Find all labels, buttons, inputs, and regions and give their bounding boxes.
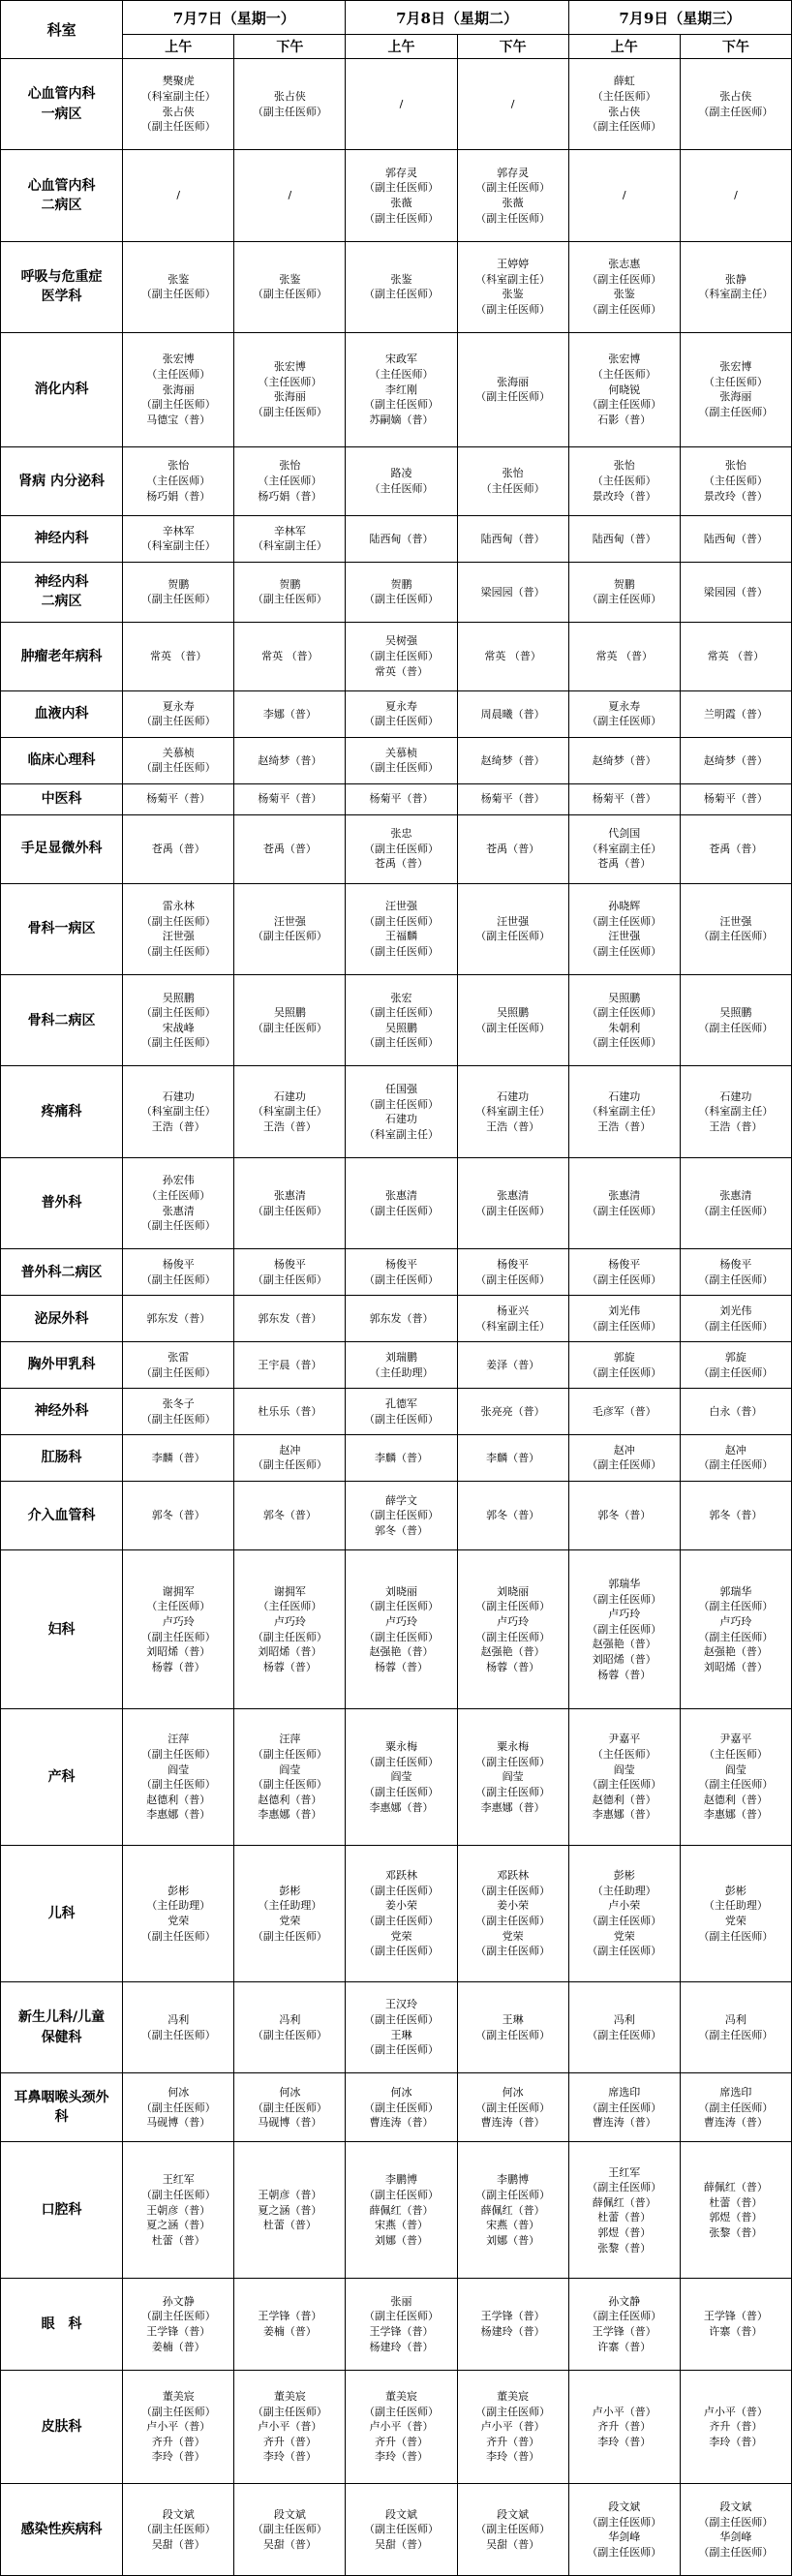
table-row	[1, 241, 792, 332]
department-name: 介入血管科	[1, 1481, 123, 1549]
duty-cell: 贺鹏 （副主任医师）	[568, 562, 680, 622]
duty-cell: 夏永寿 （副主任医师）	[346, 690, 457, 737]
table-row	[1, 515, 792, 562]
table-row	[1, 690, 792, 737]
duty-cell: 吴树强 （副主任医师） 常英（普）	[346, 622, 457, 690]
duty-cell: 李麟（普）	[346, 1435, 457, 1482]
duty-cell: 苍禹（普）	[457, 814, 568, 883]
duty-cell: 张冬子 （副主任医师）	[123, 1389, 234, 1435]
department-name: 眼 科	[1, 2279, 123, 2370]
duty-cell: 冯利 （副主任医师）	[234, 1981, 346, 2072]
table-row	[1, 1296, 792, 1342]
duty-cell: 刘晓丽 （副主任医师） 卢巧玲 （副主任医师） 赵强艳（普） 杨蓉（普）	[346, 1550, 457, 1709]
duty-cell: 王学锋（普） 许寨（普）	[680, 2279, 791, 2370]
duty-cell: 董美宸 （副主任医师） 卢小平（普） 齐升（普） 李玲（普）	[234, 2370, 346, 2484]
duty-cell: 梁园园（普）	[680, 562, 791, 622]
duty-cell: 张宏博 （主任医师） 张海丽 （副主任医师） 马德宝（普）	[123, 333, 234, 447]
duty-cell: 粟永梅 （副主任医师） 阎莹 （副主任医师） 李惠娜（普）	[346, 1709, 457, 1846]
department-name: 新生儿科/儿童 保健科	[1, 1981, 123, 2072]
duty-cell: 石建功 （科室副主任） 王浩（普）	[568, 1066, 680, 1157]
duty-cell: 卢小平（普） 齐升（普） 李玲（普）	[680, 2370, 791, 2484]
duty-cell: 贺鹏 （副主任医师）	[234, 562, 346, 622]
duty-cell: 关慕桢 （副主任医师）	[123, 737, 234, 783]
duty-cell: 辛林军 （科室副主任）	[234, 515, 346, 562]
duty-cell: 冯利 （副主任医师）	[568, 1981, 680, 2072]
duty-cell: 姜泽（普）	[457, 1342, 568, 1389]
duty-cell: 张鉴 （副主任医师）	[234, 241, 346, 332]
table-row	[1, 883, 792, 974]
duty-cell: 段文斌 （副主任医师） 华剑峰 （副主任医师）	[568, 2484, 680, 2576]
duty-cell: 石建功 （科室副主任） 王浩（普）	[234, 1066, 346, 1157]
duty-cell: 赵绮梦（普）	[568, 737, 680, 783]
duty-cell: 赵绮梦（普）	[680, 737, 791, 783]
duty-cell: 苍禹（普）	[234, 814, 346, 883]
duty-cell: 宋政军 （主任医师） 李红刚 （副主任医师） 苏嗣嫡（普）	[346, 333, 457, 447]
duty-cell: 薛佩红（普） 杜蕾（普） 郭煜（普） 张黎（普）	[680, 2142, 791, 2279]
department-name: 普外科	[1, 1157, 123, 1248]
duty-cell: 刘光伟 （副主任医师）	[568, 1296, 680, 1342]
duty-cell: 常英 （普）	[234, 622, 346, 690]
table-row	[1, 1846, 792, 1982]
department-name: 普外科二病区	[1, 1249, 123, 1296]
table-row	[1, 2370, 792, 2484]
duty-cell: 杨菊平（普）	[457, 783, 568, 814]
duty-cell: 郭东发（普）	[234, 1296, 346, 1342]
duty-cell: 张怡 （主任医师） 景改玲（普）	[568, 446, 680, 515]
duty-cell: 辛林军 （科室副主任）	[123, 515, 234, 562]
duty-cell: 彭彬 （主任助理） 党荣 （副主任医师）	[123, 1846, 234, 1982]
duty-cell: 段文斌 （副主任医师） 华剑峰 （副主任医师）	[680, 2484, 791, 2576]
duty-cell: 苍禹（普）	[680, 814, 791, 883]
department-name: 胸外甲乳科	[1, 1342, 123, 1389]
duty-cell: 彭彬 （主任助理） 卢小荣 （副主任医师） 党荣 （副主任医师）	[568, 1846, 680, 1982]
duty-cell: 邓跃林 （副主任医师） 姜小荣 （副主任医师） 党荣 （副主任医师）	[457, 1846, 568, 1982]
duty-cell: 李麟（普）	[123, 1435, 234, 1482]
duty-cell: 杨菊平（普）	[346, 783, 457, 814]
duty-cell: 张忠 （副主任医师） 苍禹（普）	[346, 814, 457, 883]
department-name: 泌尿外科	[1, 1296, 123, 1342]
table-row	[1, 1066, 792, 1157]
duty-cell: 路凌 （主任医师）	[346, 446, 457, 515]
table-row	[1, 622, 792, 690]
duty-cell: 杨亚兴 （科室副主任）	[457, 1296, 568, 1342]
department-name: 妇科	[1, 1550, 123, 1709]
dept-header: 科室	[1, 1, 123, 59]
duty-cell: 段文斌 （副主任医师） 吴甜（普）	[234, 2484, 346, 2576]
duty-cell: 张宏博 （主任医师） 何晓锐 （副主任医师） 石影（普）	[568, 333, 680, 447]
duty-cell: 刘晓丽 （副主任医师） 卢巧玲 （副主任医师） 赵强艳（普） 杨蓉（普）	[457, 1550, 568, 1709]
duty-cell: 王红军 （副主任医师） 薛佩红（普） 杜蕾（普） 郭煜（普） 张黎（普）	[568, 2142, 680, 2279]
department-name: 神经外科	[1, 1389, 123, 1435]
duty-cell: 代剑国 （科室副主任） 苍禹（普）	[568, 814, 680, 883]
duty-cell: 孙文静 （副主任医师） 王学锋（普） 许寨（普）	[568, 2279, 680, 2370]
duty-cell: 赵绮梦（普）	[234, 737, 346, 783]
duty-cell: 夏永寿 （副主任医师）	[123, 690, 234, 737]
duty-cell: /	[568, 150, 680, 241]
department-name: 神经内科	[1, 515, 123, 562]
department-name: 疼痛科	[1, 1066, 123, 1157]
duty-cell: 张怡 （主任医师）	[457, 446, 568, 515]
day-header-3: 7月9日（星期三）	[568, 1, 791, 35]
duty-cell: 郭冬（普）	[123, 1481, 234, 1549]
duty-cell: 郭东发（普）	[346, 1296, 457, 1342]
department-name: 肛肠科	[1, 1435, 123, 1482]
duty-cell: 粟永梅 （副主任医师） 阎莹 （副主任医师） 李惠娜（普）	[457, 1709, 568, 1846]
duty-cell: 刘瑞鹏 （主任助理）	[346, 1342, 457, 1389]
duty-cell: 毛彦军（普）	[568, 1389, 680, 1435]
roster-body	[1, 59, 792, 2576]
table-row	[1, 2073, 792, 2142]
duty-cell: 张海丽 （副主任医师）	[457, 333, 568, 447]
am-header: 上午	[123, 35, 234, 59]
duty-cell: 汪世强 （副主任医师） 王福麟 （副主任医师）	[346, 883, 457, 974]
department-name: 感染性疾病科	[1, 2484, 123, 2576]
duty-cell: 樊聚虎 （科室副主任） 张占侠 （副主任医师）	[123, 59, 234, 150]
duty-cell: 王汉玲 （副主任医师） 王琳 （副主任医师）	[346, 1981, 457, 2072]
day-header-1: 7月7日（星期一）	[123, 1, 346, 35]
duty-cell: 赵冲 （副主任医师）	[568, 1435, 680, 1482]
duty-cell: 陆西甸（普）	[680, 515, 791, 562]
duty-cell: 汪世强 （副主任医师）	[234, 883, 346, 974]
duty-cell: /	[346, 59, 457, 150]
duty-cell: 关慕桢 （副主任医师）	[346, 737, 457, 783]
duty-cell: 薛虹 （主任医师） 张占侠 （副主任医师）	[568, 59, 680, 150]
duty-cell: 张亮亮（普）	[457, 1389, 568, 1435]
duty-cell: 谢拥军 （主任医师） 卢巧玲 （副主任医师） 刘昭烯（普） 杨蓉（普）	[234, 1550, 346, 1709]
am-header: 上午	[568, 35, 680, 59]
duty-cell: 冯利 （副主任医师）	[123, 1981, 234, 2072]
duty-cell: 薛学文 （副主任医师） 郭冬（普）	[346, 1481, 457, 1549]
duty-cell: 席选印 （副主任医师） 曹连涛（普）	[568, 2073, 680, 2142]
duty-cell: 石建功 （科室副主任） 王浩（普）	[457, 1066, 568, 1157]
table-row	[1, 1435, 792, 1482]
duty-cell: 彭彬 （主任助理） 党荣 （副主任医师）	[680, 1846, 791, 1982]
duty-cell: 董美宸 （副主任医师） 卢小平（普） 齐升（普） 李玲（普）	[457, 2370, 568, 2484]
duty-cell: 张志惠 （副主任医师） 张鉴 （副主任医师）	[568, 241, 680, 332]
duty-cell: 苍禹（普）	[123, 814, 234, 883]
duty-cell: 张宏博 （主任医师） 张海丽 （副主任医师）	[234, 333, 346, 447]
duty-cell: 石建功 （科室副主任） 王浩（普）	[680, 1066, 791, 1157]
duty-cell: 张惠清 （副主任医师）	[680, 1157, 791, 1248]
department-name: 血液内科	[1, 690, 123, 737]
duty-cell: /	[680, 150, 791, 241]
department-name: 心血管内科 二病区	[1, 150, 123, 241]
duty-cell: 郭存灵 （副主任医师） 张薇 （副主任医师）	[457, 150, 568, 241]
duty-cell: 郭旋 （副主任医师）	[680, 1342, 791, 1389]
duty-cell: 张丽 （副主任医师） 王学锋（普） 杨建玲（普）	[346, 2279, 457, 2370]
pm-header: 下午	[680, 35, 791, 59]
department-name: 口腔科	[1, 2142, 123, 2279]
duty-cell: 梁园园（普）	[457, 562, 568, 622]
pm-header: 下午	[234, 35, 346, 59]
am-header: 上午	[346, 35, 457, 59]
duty-cell: 汪萍 （副主任医师） 阎莹 （副主任医师） 赵德利（普） 李惠娜（普）	[123, 1709, 234, 1846]
duty-cell: 孙晓辉 （副主任医师） 汪世强 （副主任医师）	[568, 883, 680, 974]
duty-cell: 雷永林 （副主任医师） 汪世强 （副主任医师）	[123, 883, 234, 974]
duty-cell: 常英 （普）	[568, 622, 680, 690]
duty-cell: 张怡 （主任医师） 杨巧娟（普）	[123, 446, 234, 515]
duty-cell: 孙宏伟 （主任医师） 张惠清 （副主任医师）	[123, 1157, 234, 1248]
duty-cell: 张鉴 （副主任医师）	[346, 241, 457, 332]
duty-cell: 尹嘉平 （主任医师） 阎莹 （副主任医师） 赵德利（普） 李惠娜（普）	[568, 1709, 680, 1846]
duty-cell: 吴照鹏 （副主任医师） 朱朝利 （副主任医师）	[568, 975, 680, 1066]
duty-cell: 郭旋 （副主任医师）	[568, 1342, 680, 1389]
duty-cell: 何冰 （副主任医师） 马砚博（普）	[123, 2073, 234, 2142]
duty-cell: 汪世强 （副主任医师）	[680, 883, 791, 974]
duty-cell: 孔德军 （副主任医师）	[346, 1389, 457, 1435]
department-name: 手足显微外科	[1, 814, 123, 883]
duty-cell: 张鉴 （副主任医师）	[123, 241, 234, 332]
duty-cell: 郭瑞华 （副主任医师） 卢巧玲 （副主任医师） 赵强艳（普） 刘昭烯（普） 杨蓉（普）	[568, 1550, 680, 1709]
duty-cell: 赵冲 （副主任医师）	[680, 1435, 791, 1482]
duty-cell: 杨俊平 （副主任医师）	[680, 1249, 791, 1296]
duty-cell: 郭冬（普）	[457, 1481, 568, 1549]
table-row	[1, 2142, 792, 2279]
table-row	[1, 814, 792, 883]
table-row	[1, 150, 792, 241]
duty-cell: 郭瑞华 （副主任医师） 卢巧玲 （副主任医师） 赵强艳（普） 刘昭烯（普）	[680, 1550, 791, 1709]
duty-cell: 张怡 （主任医师） 景改玲（普）	[680, 446, 791, 515]
duty-cell: 郭冬（普）	[568, 1481, 680, 1549]
table-row	[1, 562, 792, 622]
department-name: 心血管内科 一病区	[1, 59, 123, 150]
duty-cell: 何冰 （副主任医师） 马砚博（普）	[234, 2073, 346, 2142]
duty-cell: 杨俊平 （副主任医师）	[346, 1249, 457, 1296]
table-row	[1, 1389, 792, 1435]
table-row	[1, 1481, 792, 1549]
duty-cell: /	[234, 150, 346, 241]
table-row	[1, 2484, 792, 2576]
duty-cell: 李麟（普）	[457, 1435, 568, 1482]
duty-cell: 段文斌 （副主任医师） 吴甜（普）	[346, 2484, 457, 2576]
duty-cell: 王学锋（普） 杨建玲（普）	[457, 2279, 568, 2370]
duty-cell: 董美宸 （副主任医师） 卢小平（普） 齐升（普） 李玲（普）	[346, 2370, 457, 2484]
duty-cell: 吴照鹏 （副主任医师）	[234, 975, 346, 1066]
duty-cell: 郭存灵 （副主任医师） 张薇 （副主任医师）	[346, 150, 457, 241]
duty-cell: 郭冬（普）	[680, 1481, 791, 1549]
duty-cell: 张惠清 （副主任医师）	[568, 1157, 680, 1248]
duty-cell: 吴照鹏 （副主任医师）	[457, 975, 568, 1066]
duty-cell: 石建功 （科室副主任） 王浩（普）	[123, 1066, 234, 1157]
duty-cell: 贺鹏 （副主任医师）	[346, 562, 457, 622]
department-name: 产科	[1, 1709, 123, 1846]
duty-cell: 杜乐乐（普）	[234, 1389, 346, 1435]
duty-cell: 吴照鹏 （副主任医师） 宋战峰 （副主任医师）	[123, 975, 234, 1066]
duty-cell: 王宇晨（普）	[234, 1342, 346, 1389]
duty-cell: 尹嘉平 （主任医师） 阎莹 （副主任医师） 赵德利（普） 李惠娜（普）	[680, 1709, 791, 1846]
header-row-days	[1, 1, 792, 35]
department-name: 耳鼻咽喉头颈外 科	[1, 2073, 123, 2142]
duty-cell: 刘光伟 （副主任医师）	[680, 1296, 791, 1342]
department-name: 中医科	[1, 783, 123, 814]
duty-cell: 张静 （科室副主任）	[680, 241, 791, 332]
duty-cell: 谢拥军 （主任医师） 卢巧玲 （副主任医师） 刘昭烯（普） 杨蓉（普）	[123, 1550, 234, 1709]
duty-cell: 汪萍 （副主任医师） 阎莹 （副主任医师） 赵德利（普） 李惠娜（普）	[234, 1709, 346, 1846]
table-row	[1, 1550, 792, 1709]
day-header-2: 7月8日（星期二）	[346, 1, 568, 35]
department-name: 皮肤科	[1, 2370, 123, 2484]
duty-cell: 张惠清 （副主任医师）	[234, 1157, 346, 1248]
duty-cell: 张占侠 （副主任医师）	[680, 59, 791, 150]
duty-cell: 杨俊平 （副主任医师）	[123, 1249, 234, 1296]
duty-cell: 何冰 （副主任医师） 曹连涛（普）	[346, 2073, 457, 2142]
duty-cell: 王朝彦（普） 夏之涵（普） 杜蕾（普）	[234, 2142, 346, 2279]
duty-cell: /	[123, 150, 234, 241]
duty-cell: 张怡 （主任医师） 杨巧娟（普）	[234, 446, 346, 515]
department-name: 肿瘤老年病科	[1, 622, 123, 690]
duty-cell: 邓跃林 （副主任医师） 姜小荣 （副主任医师） 党荣 （副主任医师）	[346, 1846, 457, 1982]
duty-cell: 董美宸 （副主任医师） 卢小平（普） 齐升（普） 李玲（普）	[123, 2370, 234, 2484]
duty-cell: 卢小平（普） 齐升（普） 李玲（普）	[568, 2370, 680, 2484]
duty-cell: 段文斌 （副主任医师） 吴甜（普）	[457, 2484, 568, 2576]
department-name: 肾病 内分泌科	[1, 446, 123, 515]
duty-cell: 杨菊平（普）	[234, 783, 346, 814]
duty-cell: 李鹏博 （副主任医师） 薛佩红（普） 宋燕（普） 刘娜（普）	[457, 2142, 568, 2279]
duty-cell: 冯利 （副主任医师）	[680, 1981, 791, 2072]
duty-cell: 杨俊平 （副主任医师）	[457, 1249, 568, 1296]
duty-cell: 张占侠 （副主任医师）	[234, 59, 346, 150]
duty-cell: 孙文静 （副主任医师） 王学锋（普） 姜楠（普）	[123, 2279, 234, 2370]
duty-cell: 汪世强 （副主任医师）	[457, 883, 568, 974]
duty-cell: 张惠清 （副主任医师）	[346, 1157, 457, 1248]
duty-cell: 任国强 （副主任医师） 石建功 （科室副主任）	[346, 1066, 457, 1157]
table-row	[1, 2279, 792, 2370]
duty-cell: 陆西甸（普）	[568, 515, 680, 562]
department-name: 神经内科 二病区	[1, 562, 123, 622]
duty-cell: 杨菊平（普）	[568, 783, 680, 814]
duty-cell: 彭彬 （主任助理） 党荣 （副主任医师）	[234, 1846, 346, 1982]
table-row	[1, 446, 792, 515]
duty-cell: 张雷 （副主任医师）	[123, 1342, 234, 1389]
duty-cell: 张宏博 （主任医师） 张海丽 （副主任医师）	[680, 333, 791, 447]
table-row	[1, 59, 792, 150]
duty-cell: 王红军 （副主任医师） 王朝彦（普） 夏之涵（普） 杜蕾（普）	[123, 2142, 234, 2279]
table-row	[1, 737, 792, 783]
duty-cell: 陆西甸（普）	[457, 515, 568, 562]
department-name: 骨科二病区	[1, 975, 123, 1066]
table-row	[1, 1249, 792, 1296]
duty-cell: 何冰 （副主任医师） 曹连涛（普）	[457, 2073, 568, 2142]
duty-cell: 常英 （普）	[680, 622, 791, 690]
department-name: 临床心理科	[1, 737, 123, 783]
duty-cell: 李鹏博 （副主任医师） 薛佩红（普） 宋燕（普） 刘娜（普）	[346, 2142, 457, 2279]
duty-cell: 常英 （普）	[123, 622, 234, 690]
duty-cell: 常英 （普）	[457, 622, 568, 690]
duty-cell: 段文斌 （副主任医师） 吴甜（普）	[123, 2484, 234, 2576]
duty-cell: 李娜（普）	[234, 690, 346, 737]
table-row	[1, 1342, 792, 1389]
table-row	[1, 1981, 792, 2072]
duty-cell: 席选印 （副主任医师） 曹连涛（普）	[680, 2073, 791, 2142]
duty-cell: 杨菊平（普）	[123, 783, 234, 814]
duty-cell: 王婷婷 （科室副主任） 张鉴 （副主任医师）	[457, 241, 568, 332]
duty-cell: /	[457, 59, 568, 150]
table-row	[1, 333, 792, 447]
department-name: 儿科	[1, 1846, 123, 1982]
duty-cell: 周晨曦（普）	[457, 690, 568, 737]
duty-cell: 杨俊平 （副主任医师）	[234, 1249, 346, 1296]
duty-cell: 郭冬（普）	[234, 1481, 346, 1549]
duty-cell: 赵冲 （副主任医师）	[234, 1435, 346, 1482]
table-row	[1, 1709, 792, 1846]
duty-cell: 杨俊平 （副主任医师）	[568, 1249, 680, 1296]
duty-cell: 杨菊平（普）	[680, 783, 791, 814]
duty-cell: 兰明霞（普）	[680, 690, 791, 737]
duty-cell: 夏永寿 （副主任医师）	[568, 690, 680, 737]
department-name: 消化内科	[1, 333, 123, 447]
duty-cell: 白永（普）	[680, 1389, 791, 1435]
duty-cell: 陆西甸（普）	[346, 515, 457, 562]
duty-cell: 郭东发（普）	[123, 1296, 234, 1342]
table-row	[1, 783, 792, 814]
duty-cell: 张宏 （副主任医师） 吴照鹏 （副主任医师）	[346, 975, 457, 1066]
department-name: 骨科一病区	[1, 883, 123, 974]
duty-cell: 吴照鹏 （副主任医师）	[680, 975, 791, 1066]
duty-cell: 贺鹏 （副主任医师）	[123, 562, 234, 622]
table-row	[1, 1157, 792, 1248]
duty-cell: 王琳 （副主任医师）	[457, 1981, 568, 2072]
duty-cell: 赵绮梦（普）	[457, 737, 568, 783]
pm-header: 下午	[457, 35, 568, 59]
table-row	[1, 975, 792, 1066]
duty-cell: 张惠清 （副主任医师）	[457, 1157, 568, 1248]
duty-cell: 王学锋（普） 姜楠（普）	[234, 2279, 346, 2370]
department-name: 呼吸与危重症 医学科	[1, 241, 123, 332]
